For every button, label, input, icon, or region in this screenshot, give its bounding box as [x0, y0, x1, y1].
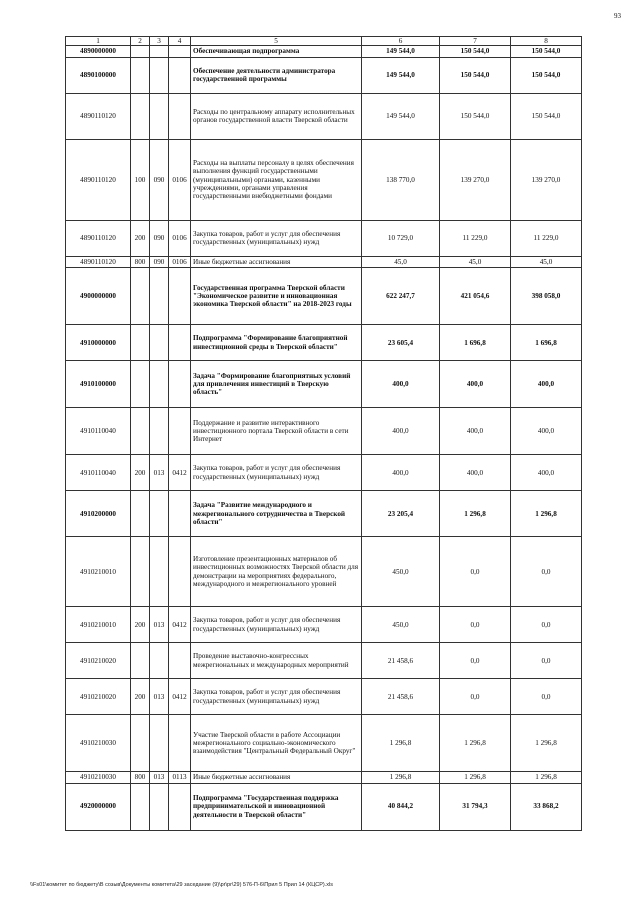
row-pr	[169, 491, 191, 537]
row-rz	[150, 57, 169, 93]
column-header: 7	[440, 37, 511, 46]
row-rz	[150, 268, 169, 325]
row-pr	[169, 643, 191, 679]
row-rz	[150, 643, 169, 679]
row-value-8: 1 296,8	[511, 772, 582, 783]
row-description: Поддержание и развитие интерактивного инвестиционного портала Тверской области в сети Интернет	[191, 408, 362, 455]
table-row	[66, 57, 582, 93]
row-value-6: 450,0	[362, 607, 440, 643]
table-row	[66, 268, 582, 325]
row-code: 4890110120	[66, 139, 131, 220]
budget-table	[65, 36, 582, 831]
row-value-7: 11 229,0	[440, 220, 511, 256]
row-vr: 200	[131, 455, 150, 491]
row-value-8: 400,0	[511, 408, 582, 455]
row-description: Задача "Формирование благоприятных условий для привлечения инвестиций в Тверскую область"	[191, 361, 362, 408]
row-value-6: 622 247,7	[362, 268, 440, 325]
row-value-6: 400,0	[362, 408, 440, 455]
row-value-7: 0,0	[440, 537, 511, 607]
row-pr	[169, 93, 191, 139]
column-header: 3	[150, 37, 169, 46]
row-value-8: 1 296,8	[511, 715, 582, 772]
row-value-7: 1 296,8	[440, 491, 511, 537]
row-value-6: 149 544,0	[362, 46, 440, 57]
column-header: 1	[66, 37, 131, 46]
row-rz: 013	[150, 679, 169, 715]
column-header: 2	[131, 37, 150, 46]
row-value-6: 40 844,2	[362, 783, 440, 830]
row-rz: 013	[150, 772, 169, 783]
row-rz	[150, 46, 169, 57]
row-value-7: 1 296,8	[440, 772, 511, 783]
column-header: 8	[511, 37, 582, 46]
row-value-7: 400,0	[440, 361, 511, 408]
row-pr	[169, 268, 191, 325]
row-value-8: 1 696,8	[511, 325, 582, 361]
row-description: Расходы по центральному аппарату исполнительных органов государственной власти Тверской области	[191, 93, 362, 139]
row-value-6: 1 296,8	[362, 715, 440, 772]
row-description: Подпрограмма "Государственная поддержка предпринимательской и инновационной деятельности в Тверской области"	[191, 783, 362, 830]
row-value-6: 149 544,0	[362, 57, 440, 93]
row-code: 4910100000	[66, 361, 131, 408]
table-row	[66, 679, 582, 715]
row-rz	[150, 325, 169, 361]
column-header: 5	[191, 37, 362, 46]
row-vr: 100	[131, 139, 150, 220]
row-description: Участие Тверской области в работе Ассоциации межрегионального социально-экономического взаимодействия "Центральный Федеральный Округ"	[191, 715, 362, 772]
row-pr	[169, 537, 191, 607]
row-value-7: 0,0	[440, 607, 511, 643]
table-row	[66, 220, 582, 256]
row-code: 4910200000	[66, 491, 131, 537]
row-vr	[131, 361, 150, 408]
table-row	[66, 256, 582, 267]
row-rz: 090	[150, 139, 169, 220]
row-rz: 090	[150, 256, 169, 267]
row-value-8: 33 868,2	[511, 783, 582, 830]
row-description: Подпрограмма "Формирование благоприятной инвестиционной среды в Тверской области"	[191, 325, 362, 361]
row-rz: 013	[150, 607, 169, 643]
row-description: Закупка товаров, работ и услуг для обеспечения государственных (муниципальных) нужд	[191, 220, 362, 256]
row-code: 4910210010	[66, 537, 131, 607]
row-code: 4910210020	[66, 643, 131, 679]
table-row	[66, 715, 582, 772]
row-vr: 800	[131, 256, 150, 267]
row-rz	[150, 361, 169, 408]
row-pr: 0106	[169, 220, 191, 256]
row-value-8: 0,0	[511, 607, 582, 643]
row-vr	[131, 537, 150, 607]
row-value-6: 21 458,6	[362, 643, 440, 679]
row-code: 4890110120	[66, 220, 131, 256]
table-row	[66, 139, 582, 220]
row-value-6: 21 458,6	[362, 679, 440, 715]
row-value-8: 0,0	[511, 679, 582, 715]
row-rz	[150, 715, 169, 772]
header-row	[66, 37, 582, 46]
table-row	[66, 537, 582, 607]
row-description: Закупка товаров, работ и услуг для обеспечения государственных (муниципальных) нужд	[191, 607, 362, 643]
row-value-7: 150 544,0	[440, 93, 511, 139]
row-code: 4890100000	[66, 57, 131, 93]
column-header: 6	[362, 37, 440, 46]
row-description: Обеспечивающая подпрограмма	[191, 46, 362, 57]
row-value-8: 45,0	[511, 256, 582, 267]
row-vr	[131, 46, 150, 57]
row-rz	[150, 491, 169, 537]
row-pr	[169, 46, 191, 57]
row-value-6: 450,0	[362, 537, 440, 607]
page-number: 93	[614, 12, 621, 20]
row-vr	[131, 408, 150, 455]
row-value-6: 400,0	[362, 455, 440, 491]
row-pr	[169, 408, 191, 455]
row-code: 4920000000	[66, 783, 131, 830]
row-code: 4890110120	[66, 93, 131, 139]
row-description: Изготовление презентационных материалов об инвестиционных возможностях Тверской области для демонстрации на мероприятиях федерального, международного и межрегионального уровней	[191, 537, 362, 607]
row-code: 4910210030	[66, 772, 131, 783]
row-pr	[169, 715, 191, 772]
row-value-6: 23 605,4	[362, 325, 440, 361]
row-value-7: 400,0	[440, 455, 511, 491]
row-vr: 200	[131, 220, 150, 256]
row-rz	[150, 408, 169, 455]
row-code: 4900000000	[66, 268, 131, 325]
row-pr: 0106	[169, 139, 191, 220]
row-value-8: 400,0	[511, 361, 582, 408]
row-vr	[131, 643, 150, 679]
table-row	[66, 93, 582, 139]
row-description: Задача "Развитие международного и межрегионального сотрудничества в Тверской области"	[191, 491, 362, 537]
row-value-7: 0,0	[440, 643, 511, 679]
row-description: Иные бюджетные ассигнования	[191, 772, 362, 783]
row-value-6: 400,0	[362, 361, 440, 408]
row-pr	[169, 325, 191, 361]
row-code: 4910210030	[66, 715, 131, 772]
row-rz: 013	[150, 455, 169, 491]
row-value-8: 0,0	[511, 537, 582, 607]
row-vr: 200	[131, 679, 150, 715]
row-code: 4910110040	[66, 408, 131, 455]
row-code: 4890000000	[66, 46, 131, 57]
row-vr: 800	[131, 772, 150, 783]
row-pr: 0412	[169, 455, 191, 491]
row-code: 4910210010	[66, 607, 131, 643]
row-description: Закупка товаров, работ и услуг для обеспечения государственных (муниципальных) нужд	[191, 679, 362, 715]
row-description: Иные бюджетные ассигнования	[191, 256, 362, 267]
row-vr	[131, 268, 150, 325]
row-pr: 0412	[169, 607, 191, 643]
row-value-8: 150 544,0	[511, 93, 582, 139]
row-value-7: 31 794,3	[440, 783, 511, 830]
row-pr	[169, 783, 191, 830]
row-pr: 0412	[169, 679, 191, 715]
row-value-7: 421 054,6	[440, 268, 511, 325]
row-vr	[131, 93, 150, 139]
row-value-8: 150 544,0	[511, 46, 582, 57]
row-value-6: 149 544,0	[362, 93, 440, 139]
row-vr	[131, 783, 150, 830]
row-rz	[150, 537, 169, 607]
row-vr	[131, 491, 150, 537]
row-description: Обеспечение деятельности администратора государственной программы	[191, 57, 362, 93]
column-header: 4	[169, 37, 191, 46]
row-pr	[169, 57, 191, 93]
row-value-8: 150 544,0	[511, 57, 582, 93]
row-description: Проведение выставочно-конгрессных межрегиональных и международных мероприятий	[191, 643, 362, 679]
table-row	[66, 361, 582, 408]
row-value-8: 11 229,0	[511, 220, 582, 256]
row-value-7: 1 696,8	[440, 325, 511, 361]
table-row	[66, 455, 582, 491]
table-row	[66, 643, 582, 679]
row-value-7: 0,0	[440, 679, 511, 715]
table-row	[66, 783, 582, 830]
row-value-6: 10 729,0	[362, 220, 440, 256]
row-value-8: 1 296,8	[511, 491, 582, 537]
row-pr: 0106	[169, 256, 191, 267]
row-value-7: 400,0	[440, 408, 511, 455]
table-row	[66, 607, 582, 643]
row-value-7: 150 544,0	[440, 57, 511, 93]
row-pr: 0113	[169, 772, 191, 783]
row-value-8: 400,0	[511, 455, 582, 491]
row-vr: 200	[131, 607, 150, 643]
row-code: 4910000000	[66, 325, 131, 361]
table-row	[66, 46, 582, 57]
row-value-8: 398 058,0	[511, 268, 582, 325]
file-path-footer: \\Fs01\комитет по бюджету\В созыв\Документы комитета\29 заседание (9)\pr\pr\29) 576-П-6\Прил 5 Прил 14 (КЦСР).xls	[30, 882, 334, 888]
table-row	[66, 408, 582, 455]
row-description: Государственная программа Тверской области "Экономическое развитие и инновационная экономика Тверской области" на 2018-2023 годы	[191, 268, 362, 325]
row-value-6: 138 770,0	[362, 139, 440, 220]
table-row	[66, 491, 582, 537]
row-description: Расходы на выплаты персоналу в целях обеспечения выполнения функций государственными (муниципальными) органами, казенными учреждениями, органами управления государственными внебюджетными фондами	[191, 139, 362, 220]
row-value-6: 1 296,8	[362, 772, 440, 783]
row-code: 4910110040	[66, 455, 131, 491]
row-rz	[150, 93, 169, 139]
row-value-6: 23 205,4	[362, 491, 440, 537]
row-pr	[169, 361, 191, 408]
row-value-7: 1 296,8	[440, 715, 511, 772]
row-vr	[131, 325, 150, 361]
row-value-7: 45,0	[440, 256, 511, 267]
row-description: Закупка товаров, работ и услуг для обеспечения государственных (муниципальных) нужд	[191, 455, 362, 491]
row-rz	[150, 783, 169, 830]
table-row	[66, 772, 582, 783]
row-code: 4910210020	[66, 679, 131, 715]
row-value-6: 45,0	[362, 256, 440, 267]
row-vr	[131, 57, 150, 93]
row-rz: 090	[150, 220, 169, 256]
row-vr	[131, 715, 150, 772]
row-value-8: 139 270,0	[511, 139, 582, 220]
table-row	[66, 325, 582, 361]
row-value-8: 0,0	[511, 643, 582, 679]
row-code: 4890110120	[66, 256, 131, 267]
row-value-7: 150 544,0	[440, 46, 511, 57]
row-value-7: 139 270,0	[440, 139, 511, 220]
